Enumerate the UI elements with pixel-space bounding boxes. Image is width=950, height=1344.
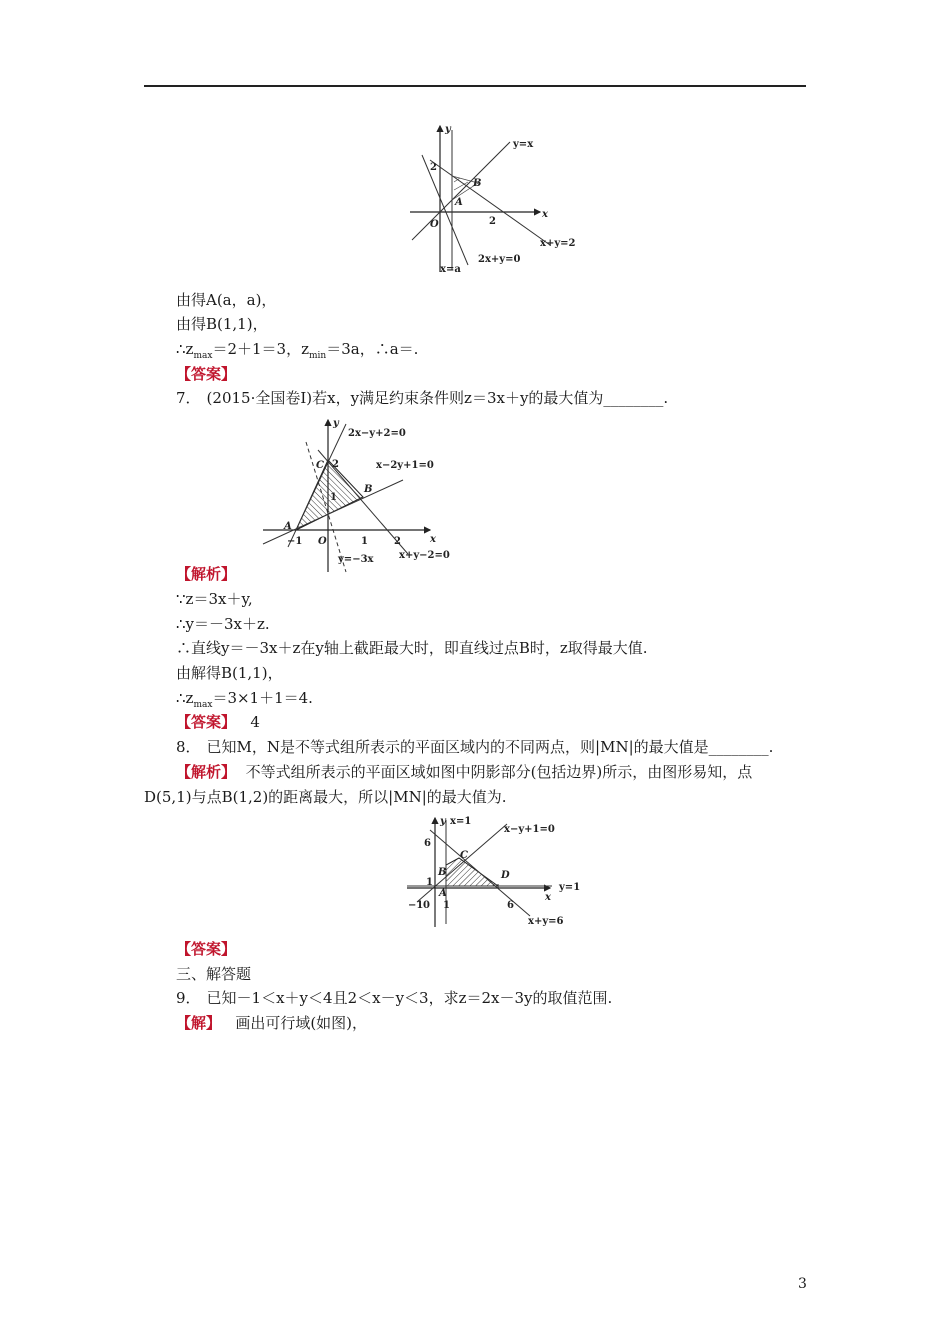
line-x-y-1	[417, 824, 507, 902]
text-line-3: $\therefore z_{max}=2+1=3$，$z_{min}=3a$，∴a＝.	[176, 340, 419, 361]
fig1-line-xy2: x+y=2	[540, 238, 576, 249]
fig3-x-label: x	[545, 892, 551, 903]
fig2-x-tick-2: 2	[394, 536, 401, 547]
fig3-line2-label: x+y=6	[528, 916, 564, 927]
text-line-7b: ∴y＝－3x＋z.	[176, 615, 270, 633]
fig3-line-y1: y=1	[559, 882, 581, 893]
text-line-7e: $\therefore z_{max}=3\times 1+1=4$.	[176, 689, 313, 710]
text-line-2: 由得B(1,1)，	[176, 315, 268, 333]
fig2-line2-label: x−2y+1=0	[376, 460, 434, 471]
answer-tag-8: 【答案】	[176, 940, 237, 958]
fig1-origin: O	[430, 219, 439, 230]
answer-7: 【答案】 4	[176, 713, 260, 731]
page-number: 3	[798, 1276, 807, 1292]
fig1-x-tick-2: 2	[489, 216, 496, 227]
fig1-x-label: x	[542, 209, 548, 220]
fig2-point-c: C	[316, 460, 324, 471]
analysis-8-cont: D(5,1)与点B(1,2)的距离最大，所以|MN|的最大值为.	[144, 788, 507, 806]
fig3-line-x1: x=1	[450, 816, 472, 827]
fig3-point-a: A	[439, 888, 447, 899]
fig2-x-tick-neg1: −1	[287, 536, 303, 547]
fig3-y-tick-6: 6	[424, 838, 431, 849]
fig1-line-yx: y=x	[513, 139, 534, 150]
fig1-line-xa: x=a	[440, 264, 461, 275]
fig3-x-tick-1: 1	[443, 900, 450, 911]
question-7: 7． (2015·全国卷Ⅰ)若x，y满足约束条件则z＝3x＋y的最大值为________.	[176, 389, 669, 407]
section-3-heading: 三、解答题	[176, 965, 252, 983]
fig3-point-c: C	[460, 850, 468, 861]
header-rule	[144, 85, 806, 87]
fig3-x-tick-0: 0	[423, 900, 430, 911]
question-9: 9． 已知－1＜x＋y＜4且2＜x－y＜3，求z＝2x－3y的取值范围.	[176, 989, 613, 1007]
fig3-x-tick-neg1: −1	[408, 900, 424, 911]
analysis-8: 【解析】 不等式组所表示的平面区域如图中阴影部分(包括边界)所示，由图形易知，点	[176, 763, 753, 781]
fig3-point-b: B	[438, 867, 447, 878]
text-line-1: 由得A(a，a)，	[176, 291, 277, 309]
fig1-point-b: B	[473, 178, 482, 189]
text-line-7d: 由解得B(1,1)，	[176, 664, 283, 682]
analysis-tag-7: 【解析】	[176, 565, 237, 583]
fig2-point-a: A	[284, 521, 292, 532]
figure-2-graph	[258, 412, 458, 577]
fig2-y-tick-1: 1	[330, 492, 337, 503]
fig1-point-a: A	[455, 197, 463, 208]
fig1-line-2xy0: 2x+y=0	[478, 254, 521, 265]
fig2-origin: O	[318, 536, 327, 547]
fig2-line3-label: x+y−2=0	[399, 550, 450, 561]
fig3-y-tick-1: 1	[426, 877, 433, 888]
fig3-x-tick-6: 6	[507, 900, 514, 911]
fig1-y-tick-2: 2	[430, 162, 437, 173]
fig3-line1-label: x−y+1=0	[504, 824, 555, 835]
fig1-y-label: y	[445, 124, 451, 135]
fig2-x-label: x	[430, 534, 436, 545]
line-2x-plus-y-eq-0	[422, 155, 468, 265]
question-8: 8． 已知M，N是不等式组所表示的平面区域内的不同两点，则|MN|的最大值是________.	[176, 738, 774, 756]
fig2-point-b: B	[364, 484, 373, 495]
fig2-line1-label: 2x−y+2=0	[348, 428, 406, 439]
fig2-y-tick-2: 2	[332, 459, 339, 470]
fig3-y-label: y	[440, 816, 446, 827]
solution-9: 【解】 画出可行域(如图)，	[176, 1014, 368, 1032]
fig2-x-tick-1: 1	[361, 536, 368, 547]
figure-1-graph	[400, 120, 590, 280]
text-line-7a: ∵z＝3x＋y,	[176, 590, 253, 608]
line-x-plus-y-eq-2	[430, 160, 550, 245]
figure-3-graph	[402, 812, 582, 932]
fig2-y-label: y	[333, 418, 339, 429]
fig2-line4-label: y=−3x	[338, 554, 374, 565]
text-line-7c: ∴直线y＝－3x＋z在y轴上截距最大时，即直线过点B时，z取得最大值.	[176, 639, 648, 657]
answer-tag-6: 【答案】	[176, 365, 237, 383]
fig3-point-d: D	[501, 870, 510, 881]
